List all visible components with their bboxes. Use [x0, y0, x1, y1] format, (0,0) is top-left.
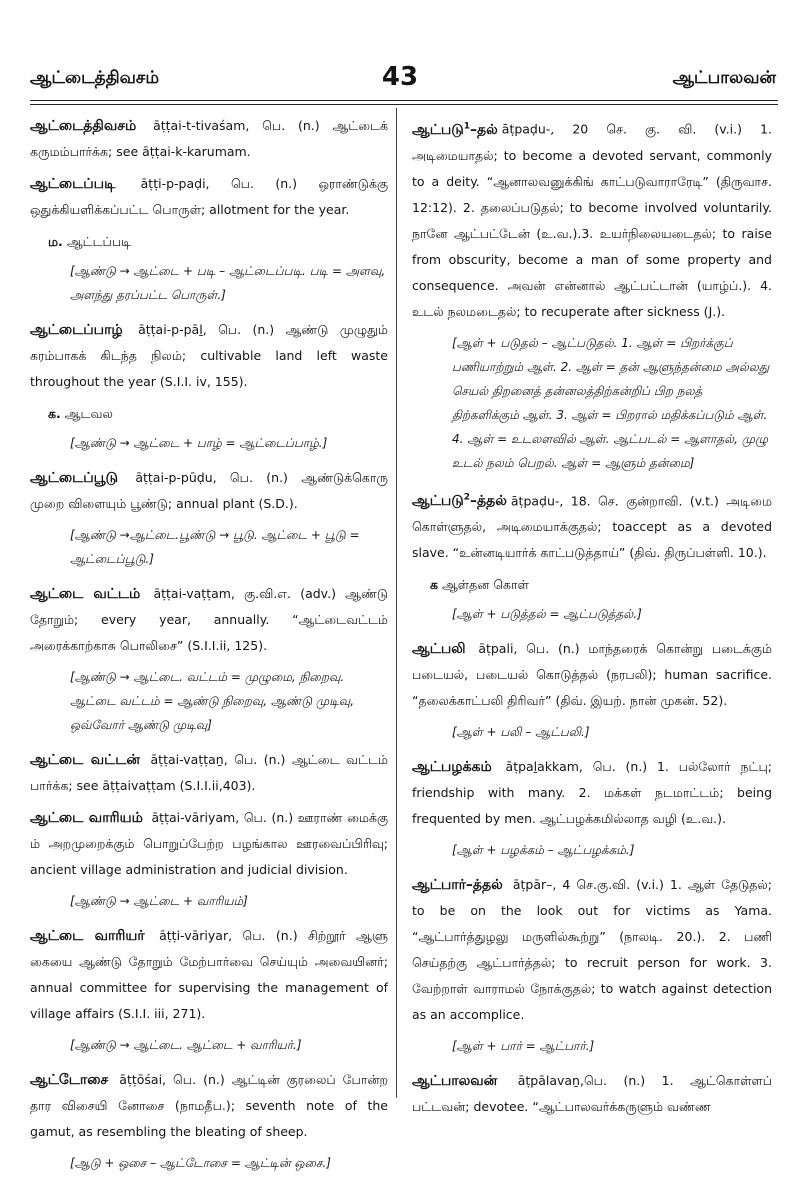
- page-number: 43: [381, 62, 419, 92]
- entry-definition: āṭṭai-vaṭṭam, கு.வி.எ. (adv.) ஆண்டு தோறும்; every year, annually. “ஆட்டைவட்டம் அரைக்காற்காசு பொலிசை” (S.I.I.ii, 125).: [30, 586, 389, 653]
- entry-headword: ஆட்பழக்கம்: [412, 759, 492, 776]
- dictionary-entry: [412, 754, 772, 832]
- language-label: க: [430, 577, 438, 593]
- entry-headword: ஆட்டை வட்டம்: [30, 586, 141, 602]
- dictionary-entry: [412, 485, 772, 567]
- etymology-note: [ஆண்டு → ஆட்டை. வட்டம் = முழுமை, நிறைவு. ஆட்டை வட்டம் = ஆண்டு நிறைவு, ஆண்டு முடிவு, ஒவ்வோர் ஆண்டு முடிவு]: [70, 670, 355, 732]
- entry-headword: ஆட்படு$^1$–தல்: [412, 121, 498, 138]
- etymology-note: [ஆள் + பழக்கம் – ஆட்பழக்கம்.]: [452, 843, 635, 858]
- etymology-note: [ஆண்டு → ஆட்டை + பாழ் = ஆட்டைப்பாழ்.]: [70, 436, 328, 450]
- entry-definition: āṭṭi-vāriyar, பெ. (n.) சிற்றூர் ஆளு கையை ஆண்டு தோறும் மேற்பார்வை செய்யும் அவையினர்; annual committee for supervising the management of village affairs (S.I.I. iii, 271).: [30, 928, 388, 1021]
- homograph-number: 1: [463, 121, 471, 131]
- dictionary-entry: [30, 581, 388, 659]
- dictionary-entry: [30, 747, 388, 799]
- entry-definition: āṭṭai-p-pūḍu, பெ. (n.) ஆண்டுக்கொரு முறை விளையும் பூண்டு; annual plant (S.D.).: [30, 470, 388, 511]
- etymology-note: [ஆடு + ஒசை – ஆட்டோசை = ஆட்டின் ஒசை.]: [70, 1156, 331, 1170]
- running-head-left: ஆட்டைத்திவசம்: [30, 68, 160, 88]
- entry-definition: āṭṭai-p-pāḻ, பெ. (n.) ஆண்டு முழுதும் கரம்பாகக் கிடந்த நிலம்; cultivable land left waste throughout the year (S.I.I. iv, 155).: [30, 322, 388, 389]
- entry-definition: āṭṭai-vāriyam, பெ. (n.) ஊராண் மைக்கு ம் அறமுறைக்கும் பொறுப்பேற்ற பழங்கால ஊரவைப்பிரிவு; ancient village administration and judicial division.: [30, 810, 388, 877]
- dictionary-entry: [30, 171, 388, 223]
- entry-definition: āṭpali, பெ. (n.) மாந்தரைக் கொன்று படைக்கும் படையல், படையல் கொடுத்தல் (நரபலி); human sacrifice. “தலைக்காட்பலி திரிவர்” (திவ். இயற். நான் முகன். 52).: [412, 641, 772, 709]
- etymology-note: [ஆண்டு →ஆட்டை.பூண்டு → பூடு. ஆட்டை + பூடு = ஆட்டைப்பூடு.]: [70, 528, 360, 566]
- homograph-number: 2: [463, 492, 471, 503]
- cognate-note: [430, 572, 772, 598]
- entry-headword: ஆட்டை வட்டன்: [30, 752, 140, 768]
- etymology-note: [ஆள் + படுதல் – ஆட்படுதல். 1. ஆள் = பிறர்க்குப் பணியாற்றும் ஆள். 2. ஆள் = தன் ஆளுந்தன்மை அல்லது செயல் திறனைத் தன்னலத்திற்கன்றிப் பிற நலத் திற்களிக்கும் ஆள். 3. ஆள் = பிறரால் மதிக்கப்படும் ஆள். 4. ஆள் = உடலளவில் ஆள். ஆட்படல் = ஆளாதல், முழு உடல் நலம் பெறல். ஆள் = ஆளும் தன்மை]: [452, 335, 770, 470]
- dictionary-entry: [412, 872, 772, 1028]
- column-divider: [396, 108, 397, 1098]
- dictionary-entry: [30, 465, 388, 517]
- cognate-word: ஆள்தன கொள்: [442, 577, 529, 593]
- header-rule: [30, 100, 778, 101]
- dictionary-entry: [30, 923, 388, 1027]
- entry-definition: āṭṭai-t-tivaśam, பெ. (n.) ஆட்டைக் கருமம்பார்க்க; see āṭṭai-k-karumam.: [30, 118, 388, 159]
- running-head-right: ஆட்பாலவன்: [672, 68, 776, 88]
- etymology-note: [ஆண்டு → ஆட்டை + வாரியம்]: [70, 894, 248, 908]
- dictionary-entry: [412, 1068, 772, 1120]
- entry-headword: ஆட்பாலவன்: [412, 1073, 498, 1090]
- entry-definition: āṭpālavaṉ,பெ. (n.) 1. ஆட்கொள்ளப் பட்டவன்; devotee. “ஆட்பாலவர்க்கருளும் வண்ண: [412, 1073, 772, 1115]
- etymology-note: [ஆண்டு → ஆட்டை. ஆட்டை + வாரியர்.]: [70, 1038, 302, 1052]
- dictionary-entry: [30, 317, 388, 395]
- etymology-note: [ஆண்டு → ஆட்டை + படி – ஆட்டைப்படி. படி = அளவு, அளந்து தரப்பட்ட பொருள்.]: [70, 264, 386, 302]
- dictionary-entry: [30, 1067, 388, 1145]
- entry-definition: āṭpār–, 4 செ.கு.வி. (v.i.) 1. ஆள் தேடுதல்; to be on the look out for victims as Yama. “ஆட்பார்த்துழலு மருளில்கூற்று” (நாலடி. 20.). 2. பணி செய்தற்கு ஆட்பார்த்தல்; to recruit person for work. 3. வேற்றாள் வாராமல் நோக்குதல்; to watch against detection as an accomplice.: [412, 877, 772, 1023]
- etymology-note: [ஆள் + பார் = ஆட்பார்.]: [452, 1039, 595, 1054]
- entry-headword: ஆட்டைப்படி: [30, 176, 116, 192]
- entry-definition: āṭpaḍu-, 18. செ. குன்றாவி. (v.t.) அடிமை கொள்ளுதல், அடிமையாக்குதல்; toaccept as a devoted slave. “உன்னடியார்க் காட்படுத்தாய்” (திவ். திருப்பள்ளி. 10.).: [412, 493, 772, 561]
- entry-headword: ஆட்டை வாரியம்: [30, 810, 143, 826]
- entry-headword: ஆட்படு$^2$–த்தல்: [412, 492, 507, 510]
- left-column: [30, 113, 388, 1185]
- entry-headword: ஆட்டோசை: [30, 1072, 109, 1088]
- entry-definition: āṭṭai-vaṭṭaṉ, பெ. (n.) ஆட்டை வட்டம் பார்க்க; see āṭṭaivaṭṭam (S.I.I.ii,403).: [30, 752, 388, 793]
- entry-definition: āṭṭōśai, பெ. (n.) ஆட்டின் குரலைப் போன்ற தார விசையி னோசை (நாமதீப.); seventh note of the gamut, as resembling the bleating of sheep.: [30, 1072, 388, 1139]
- language-label: ம.: [48, 234, 63, 249]
- entry-definition: āṭpaḍu-, 20 செ. கு. வி. (v.i.) 1. அடிமையாதல்; to become a devoted servant, commonly to a deity. “ஆனாலவனுக்கிங் காட்படுவாராரேடி” (திருவாச. 12:12). 2. தலைப்படுதல்; to become involved voluntarily. நானே ஆட்பட்டேன் (உ.வ.).3. உயர்நிலையடைதல்; to raise from obscurity, become a man of some property and consequence. அவன் என்னால் ஆட்பட்டான் (யாழ்ப்.). 4. உடல் நலமடைதல்; to recuperate after sickness (J.).: [412, 121, 772, 319]
- entry-definition: āṭpaḻakkam, பெ. (n.) 1. பல்லோர் நட்பு; friendship with many. 2. மக்கள் நடமாட்டம்; being frequented by men. ஆட்பழக்கமில்லாத வழி (உ.வ.).: [412, 759, 772, 827]
- dictionary-entry: [30, 113, 388, 165]
- cognate-note: [48, 401, 388, 427]
- entry-definition: āṭṭi-p-paḍi, பெ. (n.) ஒராண்டுக்கு ஒதுக்கியளிக்கப்பட்ட பொருள்; allotment for the year.: [30, 176, 388, 217]
- entry-headword: ஆட்பார்–த்தல்: [412, 877, 503, 894]
- cognate-word: ஆட்டப்படி: [66, 234, 132, 249]
- header-rule-thin: [30, 104, 778, 105]
- entry-headword: ஆட்டைப்பாழ்: [30, 322, 123, 338]
- cognate-note: [48, 229, 388, 255]
- entry-headword: ஆட்டைத்திவசம்: [30, 118, 137, 134]
- language-label: க.: [48, 406, 61, 421]
- etymology-note: [ஆள் + படுத்தல் = ஆட்படுத்தல்.]: [452, 607, 642, 622]
- dictionary-entry: [412, 636, 772, 714]
- etymology-note: [ஆள் + பலி – ஆட்பலி.]: [452, 725, 590, 740]
- right-column: [412, 113, 772, 1126]
- entry-headword: ஆட்டைப்பூடு: [30, 470, 118, 486]
- entry-headword: ஆட்பலி: [412, 641, 466, 658]
- cognate-word: ஆடவல: [64, 406, 113, 421]
- dictionary-entry: [30, 805, 388, 883]
- entry-headword: ஆட்டை வாரியர்: [30, 928, 145, 944]
- dictionary-entry: [412, 113, 772, 325]
